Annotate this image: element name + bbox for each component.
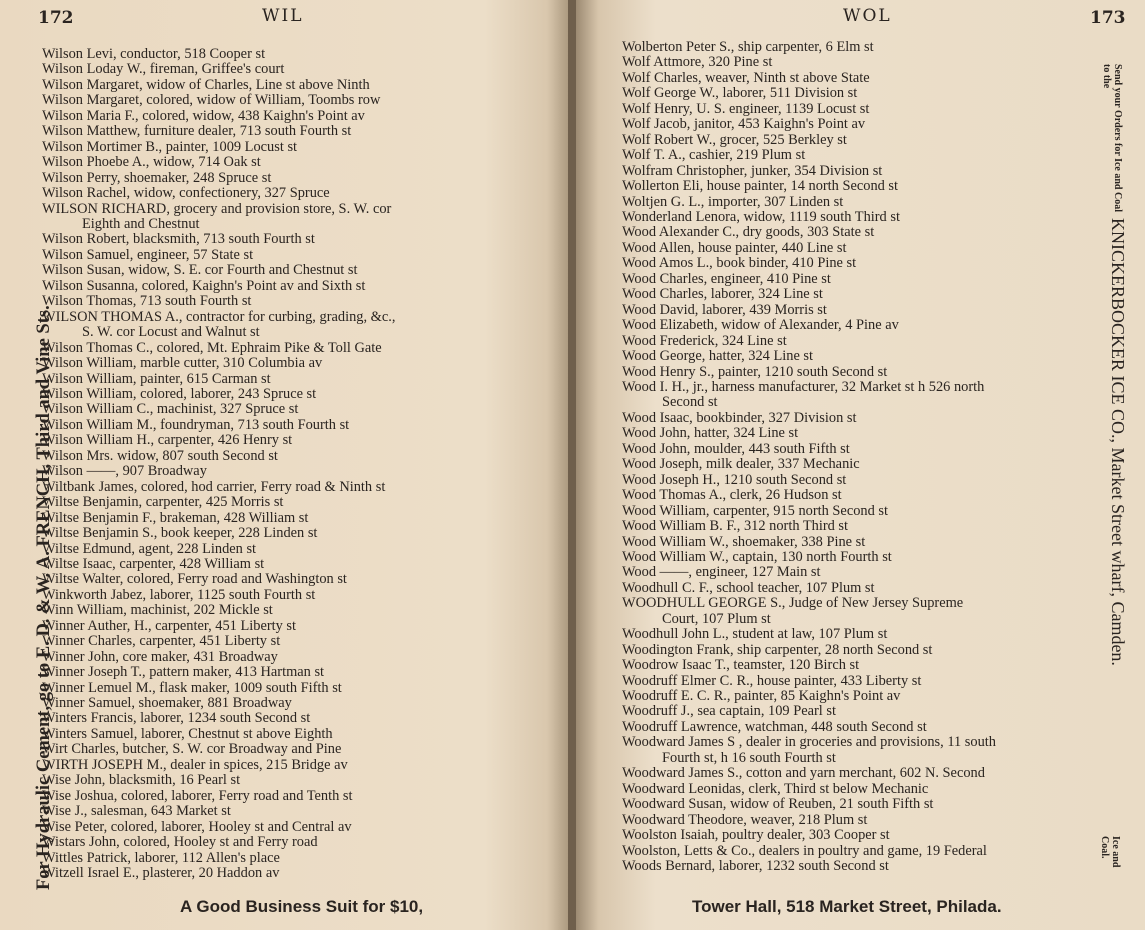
directory-entry: Woodruff J., sea captain, 109 Pearl st: [622, 703, 836, 720]
directory-entry: Wood Henry S., painter, 1210 south Second st: [622, 363, 888, 380]
directory-entry: Woodhull John L., student at law, 107 Plum st: [622, 626, 888, 643]
directory-entry: Wolf Henry, U. S. engineer, 1139 Locust st: [622, 100, 870, 117]
directory-entry-continuation: Eighth and Chestnut: [82, 215, 200, 232]
directory-entry: Wood Allen, house painter, 440 Line st: [622, 239, 847, 256]
directory-entry: Wirt Charles, butcher, S. W. cor Broadway and Pine: [42, 741, 342, 758]
directory-entry: Wilson Margaret, widow of Charles, Line st above Ninth: [42, 76, 370, 93]
side-advertisement: For Hydraulic Cement, go to E. D. & W. A. FRENCH, Third and Vine Sts.: [34, 305, 54, 890]
directory-entry: Wood William W., captain, 130 north Fourth st: [622, 548, 892, 565]
page-number: 172: [38, 8, 74, 28]
directory-entry: Woodward Leonidas, clerk, Third st below Mechanic: [622, 780, 929, 797]
directory-entry-continuation: Court, 107 Plum st: [662, 610, 771, 627]
directory-entry: Woodhull C. F., school teacher, 107 Plum st: [622, 579, 875, 596]
directory-entry: Wilson William, marble cutter, 310 Columbia av: [42, 355, 323, 372]
directory-entry: Wilson Matthew, furniture dealer, 713 south Fourth st: [42, 123, 352, 140]
directory-entry: Wilson William, colored, laborer, 243 Spruce st: [42, 385, 317, 402]
running-head: WOL: [843, 6, 892, 26]
right-page: [576, 0, 1145, 930]
directory-entry: Wilson Thomas C., colored, Mt. Ephraim Pike & Toll Gate: [42, 339, 382, 356]
directory-entry: Wood Joseph, milk dealer, 337 Mechanic: [622, 456, 860, 473]
directory-entry: Wilson William C., machinist, 327 Spruce st: [42, 401, 299, 418]
directory-entry: Woods Bernard, laborer, 1232 south Second st: [622, 858, 889, 875]
directory-entry: Wise J., salesman, 643 Market st: [42, 803, 231, 820]
directory-entry: Wittles Patrick, laborer, 112 Allen's place: [42, 849, 280, 866]
directory-entry: Wiltse Walter, colored, Ferry road and Washington st: [42, 571, 347, 588]
directory-entry: Wollerton Eli, house painter, 14 north Second st: [622, 178, 899, 195]
directory-entry: Woodward James S., cotton and yarn merchant, 602 N. Second: [622, 765, 985, 782]
directory-entry: Wood Frederick, 324 Line st: [622, 332, 787, 349]
directory-entry: WOODHULL GEORGE S., Judge of New Jersey Supreme: [622, 595, 964, 612]
directory-entry: Wilson Maria F., colored, widow, 438 Kaighn's Point av: [42, 107, 365, 124]
directory-entry: Wilson Robert, blacksmith, 713 south Fourth st: [42, 231, 315, 248]
directory-entry: WILSON THOMAS A., contractor for curbing, grading, &c.,: [42, 308, 396, 325]
directory-entry: Wilson Margaret, colored, widow of William, Toombs row: [42, 92, 381, 109]
directory-entry: Woodward James S , dealer in groceries and provisions, 11 south: [622, 734, 996, 751]
directory-entry: Wood Joseph H., 1210 south Second st: [622, 471, 847, 488]
directory-entry: Wilson Rachel, widow, confectionery, 327 Spruce: [42, 185, 330, 202]
directory-entry: Wise John, blacksmith, 16 Pearl st: [42, 772, 241, 789]
directory-entry: Wood Alexander C., dry goods, 303 State st: [622, 224, 875, 241]
directory-entry: Wood Isaac, bookbinder, 327 Division st: [622, 409, 857, 426]
directory-entry: Wilson William, painter, 615 Carman st: [42, 370, 271, 387]
directory-entry: Woodruff Elmer C. R., house painter, 433 Liberty st: [622, 672, 922, 689]
directory-entry: Wonderland Lenora, widow, 1119 south Third st: [622, 208, 900, 225]
directory-entry: Wise Joshua, colored, laborer, Ferry road and Tenth st: [42, 787, 353, 804]
directory-entry: Wilson William M., foundryman, 713 south Fourth st: [42, 416, 350, 433]
directory-entry: Wilson Mortimer B., painter, 1009 Locust st: [42, 138, 298, 155]
directory-entry: Wood Charles, laborer, 324 Line st: [622, 286, 823, 303]
directory-entry: Wolfram Christopher, junker, 354 Division st: [622, 162, 883, 179]
directory-entry: Witzell Israel E., plasterer, 20 Haddon av: [42, 865, 280, 882]
directory-entry: Wood William B. F., 312 north Third st: [622, 518, 849, 535]
directory-entry: Woodruff Lawrence, watchman, 448 south Second st: [622, 718, 927, 735]
directory-entry: Wilson Phoebe A., widow, 714 Oak st: [42, 154, 261, 171]
directory-entry: Wiltse Isaac, carpenter, 428 William st: [42, 555, 265, 572]
directory-entry: Wood David, laborer, 439 Morris st: [622, 301, 827, 318]
directory-entry: Wood William, carpenter, 915 north Second st: [622, 502, 888, 519]
directory-entry: Wolf Jacob, janitor, 453 Kaighn's Point av: [622, 116, 866, 133]
directory-entry: Wilson Mrs. widow, 807 south Second st: [42, 447, 278, 464]
directory-entry: Wiltse Edmund, agent, 228 Linden st: [42, 540, 257, 557]
directory-entry: Wolf Attmore, 320 Pine st: [622, 54, 773, 71]
directory-entry: Wolberton Peter S., ship carpenter, 6 Elm st: [622, 39, 874, 55]
directory-entry-continuation: Fourth st, h 16 south Fourth st: [662, 749, 836, 766]
page-number: 173: [1090, 8, 1126, 28]
directory-entry: Woodruff E. C. R., painter, 85 Kaighn's Point av: [622, 688, 901, 705]
directory-entry: Wilson Susanna, colored, Kaighn's Point av and Sixth st: [42, 277, 366, 294]
page-footer: Tower Hall, 518 Market Street, Philada.: [692, 897, 1002, 916]
left-page: [0, 0, 570, 930]
directory-entry: Woodrow Isaac T., teamster, 120 Birch st: [622, 657, 860, 674]
directory-entry: Winters Samuel, laborer, Chestnut st above Eighth: [42, 725, 333, 742]
directory-entry: Wilson Thomas, 713 south Fourth st: [42, 293, 252, 310]
directory-entry: WILSON RICHARD, grocery and provision store, S. W. cor: [42, 200, 392, 217]
side-advertisement-small-top: Send your Orders for Ice and Coal to the: [1101, 64, 1123, 212]
side-advertisement-small-bottom: Ice and Coal.: [1099, 836, 1121, 868]
side-advertisement-main: KNICKERBOCKER ICE CO., Market Street wharf, Camden.: [1108, 218, 1128, 666]
directory-entries: [622, 40, 1112, 874]
directory-entry: Wood William W., shoemaker, 338 Pine st: [622, 533, 866, 550]
directory-entry: Woolston Isaiah, poultry dealer, 303 Cooper st: [622, 827, 890, 844]
directory-entry: Wood Charles, engineer, 410 Pine st: [622, 270, 831, 287]
directory-entry: Winner Joseph T., pattern maker, 413 Hartman st: [42, 664, 325, 681]
directory-entry: Wood John, moulder, 443 south Fifth st: [622, 440, 850, 457]
directory-entry: Wilson Loday W., fireman, Griffee's court: [42, 61, 285, 78]
directory-entry: Wistars John, colored, Hooley st and Ferry road: [42, 834, 318, 851]
directory-entry: Winner Lemuel M., flask maker, 1009 south Fifth st: [42, 679, 342, 696]
directory-entry-continuation: S. W. cor Locust and Walnut st: [82, 324, 260, 341]
directory-entry: Wolf Robert W., grocer, 525 Berkley st: [622, 131, 847, 148]
directory-entry: Woodward Susan, widow of Reuben, 21 south Fifth st: [622, 796, 934, 813]
directory-entry: Wilson Perry, shoemaker, 248 Spruce st: [42, 169, 272, 186]
directory-entry: Wood George, hatter, 324 Line st: [622, 348, 814, 365]
directory-entry: Woolston, Letts & Co., dealers in poultry and game, 19 Federal: [622, 842, 987, 859]
directory-entry: Woodward Theodore, weaver, 218 Plum st: [622, 811, 868, 828]
directory-entry: Winters Francis, laborer, 1234 south Second st: [42, 710, 311, 727]
directory-entry-continuation: Second st: [662, 394, 718, 411]
directory-entry: Wilson Susan, widow, S. E. cor Fourth and Chestnut st: [42, 262, 358, 279]
directory-entry: Wilson William H., carpenter, 426 Henry st: [42, 432, 293, 449]
directory-entry: WIRTH JOSEPH M., dealer in spices, 215 Bridge av: [42, 756, 348, 773]
directory-entry: Woodington Frank, ship carpenter, 28 north Second st: [622, 641, 933, 658]
directory-entry: Wood Thomas A., clerk, 26 Hudson st: [622, 487, 842, 504]
directory-entry: Wood ——, engineer, 127 Main st: [622, 564, 821, 581]
directory-entry: Wood Amos L., book binder, 410 Pine st: [622, 255, 857, 272]
directory-entry: Wiltse Benjamin S., book keeper, 228 Linden st: [42, 525, 318, 542]
directory-entries: [42, 47, 542, 881]
directory-entry: Wilson ——, 907 Broadway: [42, 463, 207, 480]
directory-entry: Wilson Samuel, engineer, 57 State st: [42, 246, 254, 263]
directory-entry: Winner John, core maker, 431 Broadway: [42, 648, 278, 665]
directory-entry: Wiltbank James, colored, hod carrier, Ferry road & Ninth st: [42, 478, 386, 495]
directory-entry: Wood John, hatter, 324 Line st: [622, 425, 799, 442]
page-footer: A Good Business Suit for $10,: [180, 897, 424, 916]
directory-entry: Wolf T. A., cashier, 219 Plum st: [622, 147, 806, 164]
directory-entry: Wolf George W., laborer, 511 Division st: [622, 85, 858, 102]
directory-entry: Winn William, machinist, 202 Mickle st: [42, 602, 273, 619]
directory-entry: Wiltse Benjamin F., brakeman, 428 William st: [42, 509, 309, 526]
directory-entry: Wood I. H., jr., harness manufacturer, 32 Market st h 526 north: [622, 378, 985, 395]
directory-entry: Wilson Levi, conductor, 518 Cooper st: [42, 46, 266, 62]
running-head: WIL: [262, 6, 304, 26]
directory-entry: Winner Charles, carpenter, 451 Liberty st: [42, 633, 281, 650]
directory-entry: Winner Auther, H., carpenter, 451 Liberty st: [42, 617, 297, 634]
directory-entry: Woltjen G. L., importer, 307 Linden st: [622, 193, 844, 210]
directory-entry: Winner Samuel, shoemaker, 881 Broadway: [42, 695, 292, 712]
directory-entry: Wolf Charles, weaver, Ninth st above State: [622, 69, 870, 86]
directory-entry: Wiltse Benjamin, carpenter, 425 Morris st: [42, 494, 284, 511]
directory-entry: Wise Peter, colored, laborer, Hooley st and Central av: [42, 818, 352, 835]
directory-entry: Wood Elizabeth, widow of Alexander, 4 Pine av: [622, 317, 899, 334]
directory-entry: Winkworth Jabez, laborer, 1125 south Fourth st: [42, 586, 316, 603]
